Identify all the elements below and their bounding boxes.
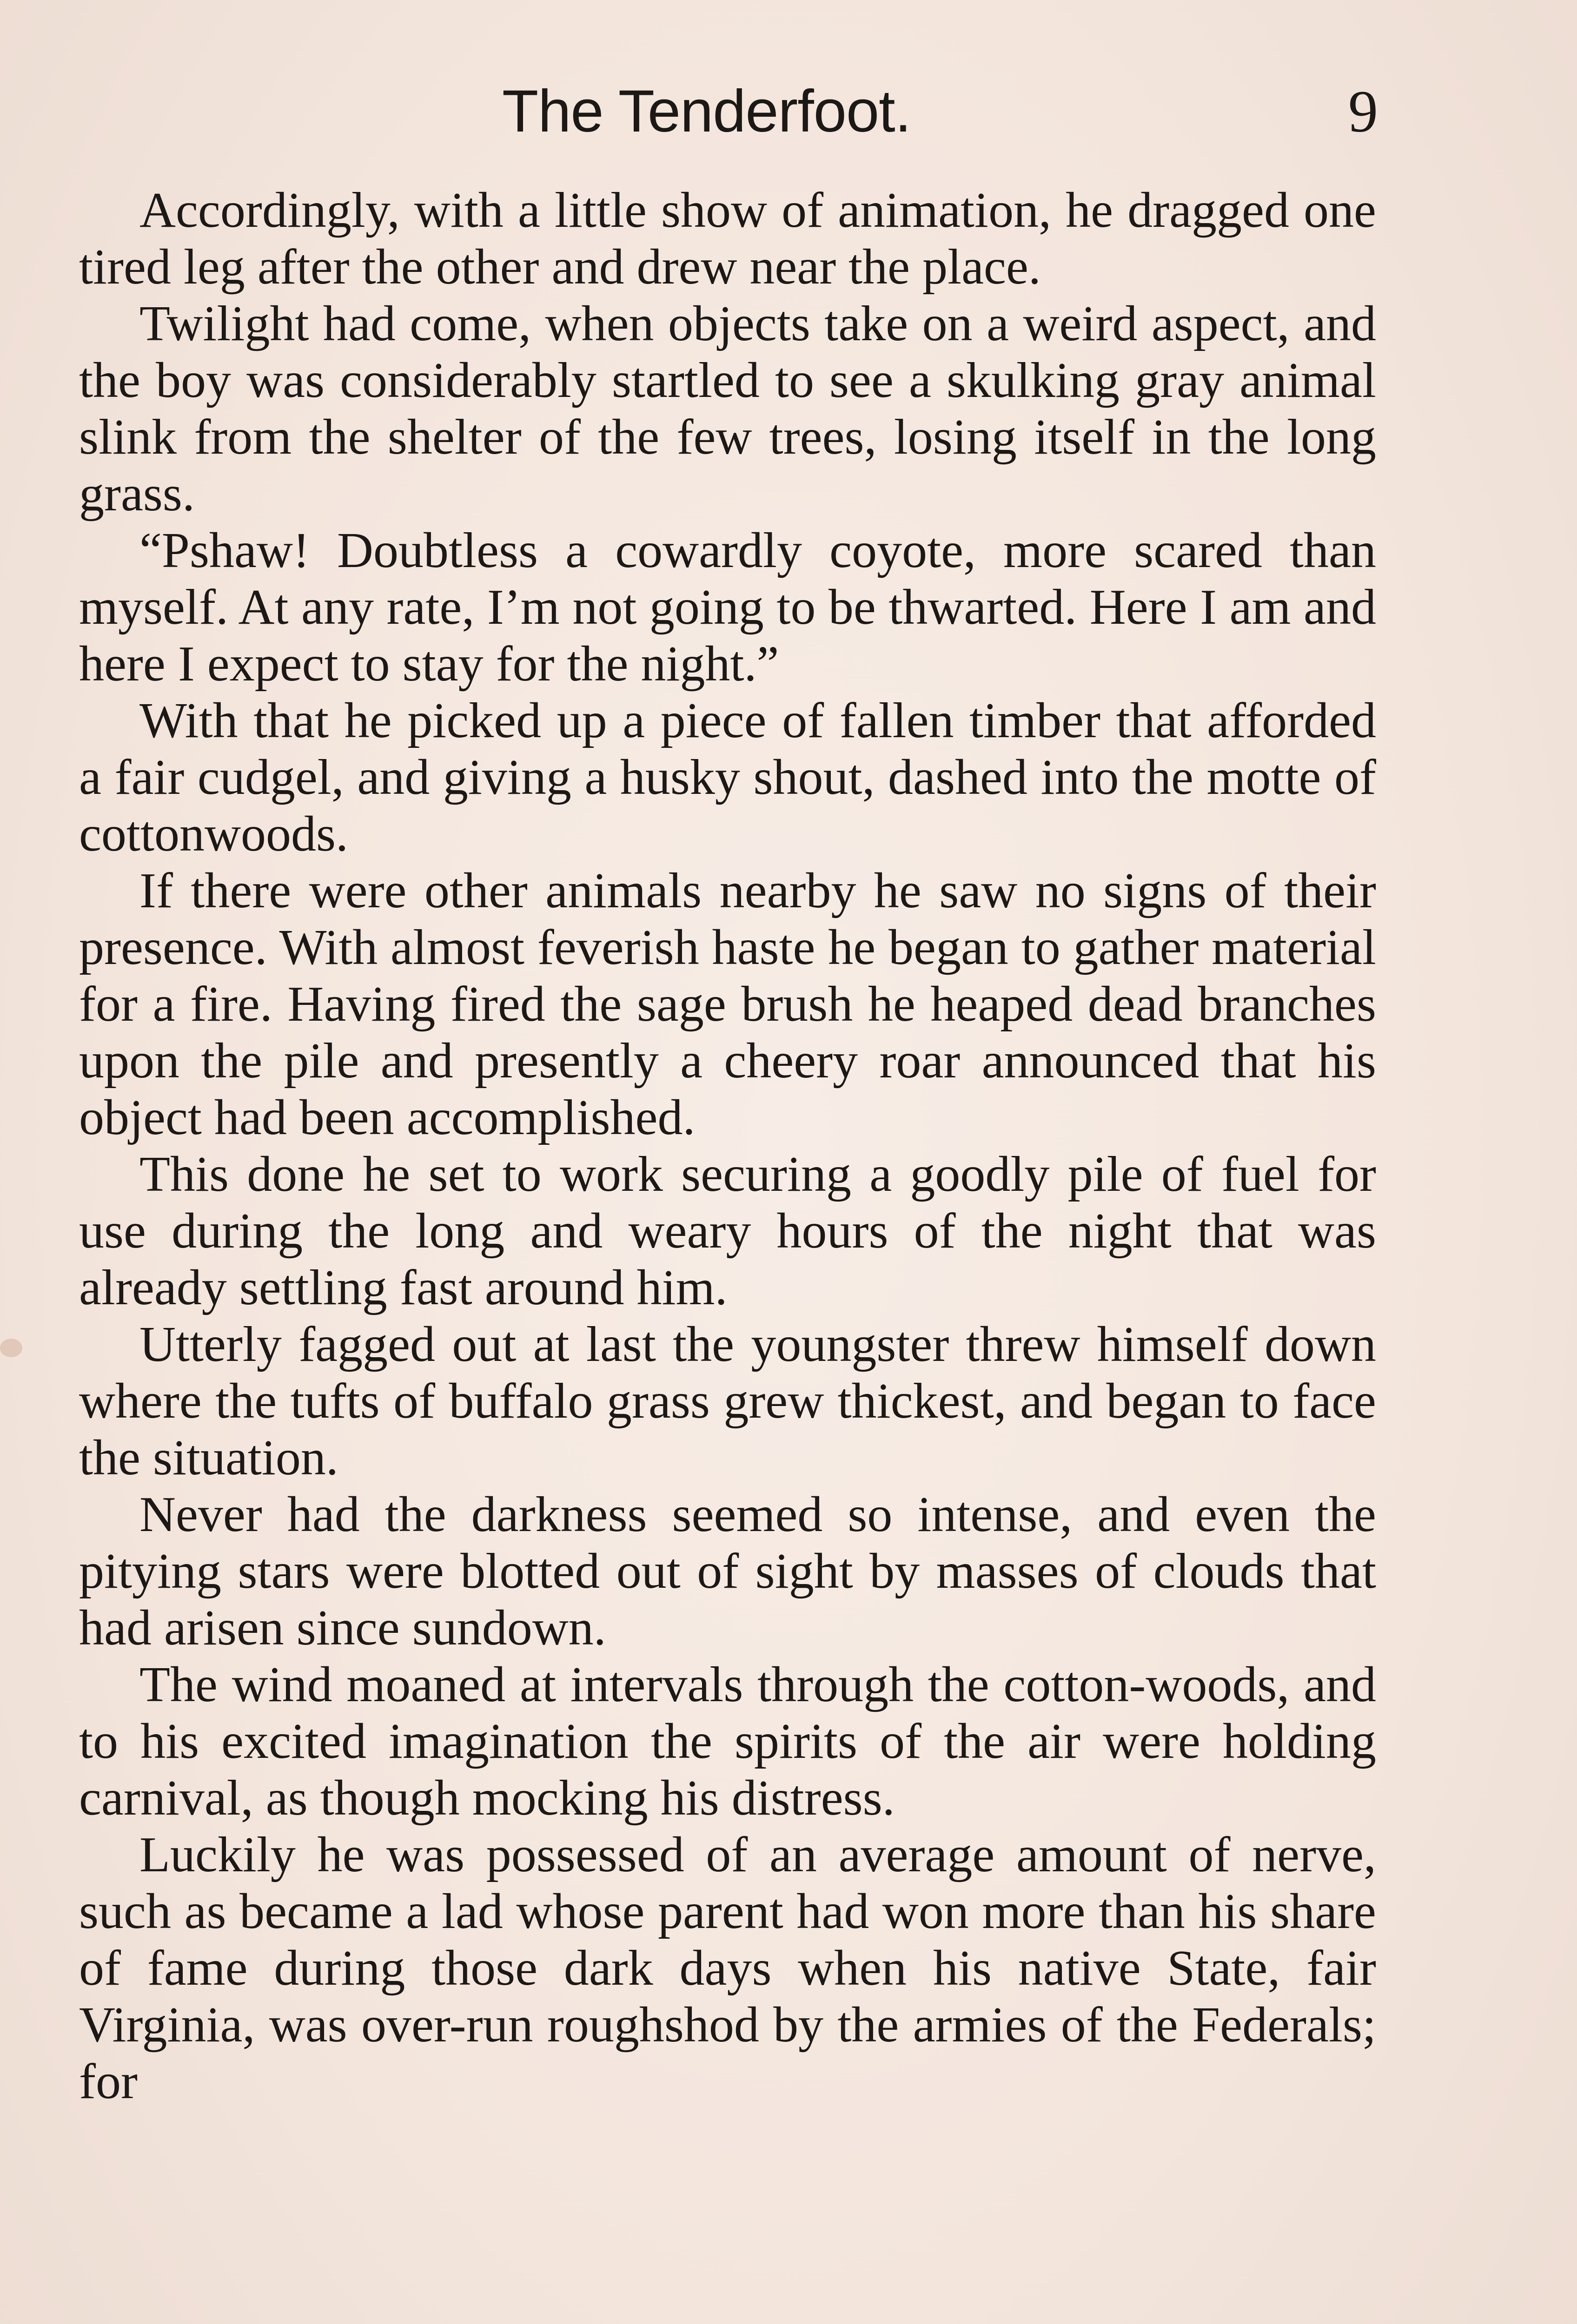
paper-smudge (0, 1339, 22, 1357)
body-text (79, 182, 1376, 2110)
paragraph: Luckily he was possessed of an average amount of nerve, such as became a lad whose parent had won more than his share of fame during those dark days when his native State, fair Virginia, was over-run roughshod by the armies of the Federals; for (79, 1827, 1376, 2109)
paragraph: Utterly fagged out at last the youngster threw himself down where the tufts of buffalo grass grew thickest, and began to face the situation. (79, 1317, 1376, 1486)
running-head (0, 74, 1577, 149)
paragraph: If there were other animals nearby he saw no signs of their presence. With almost feverish haste he began to gather material for a fire. Having fired the sage brush he heaped dead branches upon the pile and presently a cheery roar announced that his object had been accomplished. (79, 863, 1376, 1145)
paragraph: Accordingly, with a little show of animation, he dragged one tired leg after the other and drew near the place. (79, 183, 1376, 295)
running-title: The Tenderfoot. (502, 78, 911, 145)
paragraph: “Pshaw! Doubtless a cowardly coyote, more scared than myself. At any rate, I’m not going to be thwarted. Here I am and here I expect to stay for the night.” (79, 523, 1376, 692)
paragraph: The wind moaned at intervals through the cotton-woods, and to his excited imagination the spirits of the air were holding carnival, as though mocking his distress. (79, 1657, 1376, 1826)
paragraph: Twilight had come, when objects take on a weird aspect, and the boy was considerably startled to see a skulking gray animal slink from the shelter of the few trees, losing itself in the long grass. (79, 296, 1376, 522)
paragraph: This done he set to work securing a goodly pile of fuel for use during the long and weary hours of the night that was already settling fast around him. (79, 1147, 1376, 1315)
page-number: 9 (1348, 79, 1378, 145)
paragraph: With that he picked up a piece of fallen timber that afforded a fair cudgel, and giving a husky shout, dashed into the motte of cottonwoods. (79, 693, 1376, 862)
paragraph: Never had the darkness seemed so intense, and even the pitying stars were blotted out of sight by masses of clouds that had arisen since sundown. (79, 1487, 1376, 1656)
